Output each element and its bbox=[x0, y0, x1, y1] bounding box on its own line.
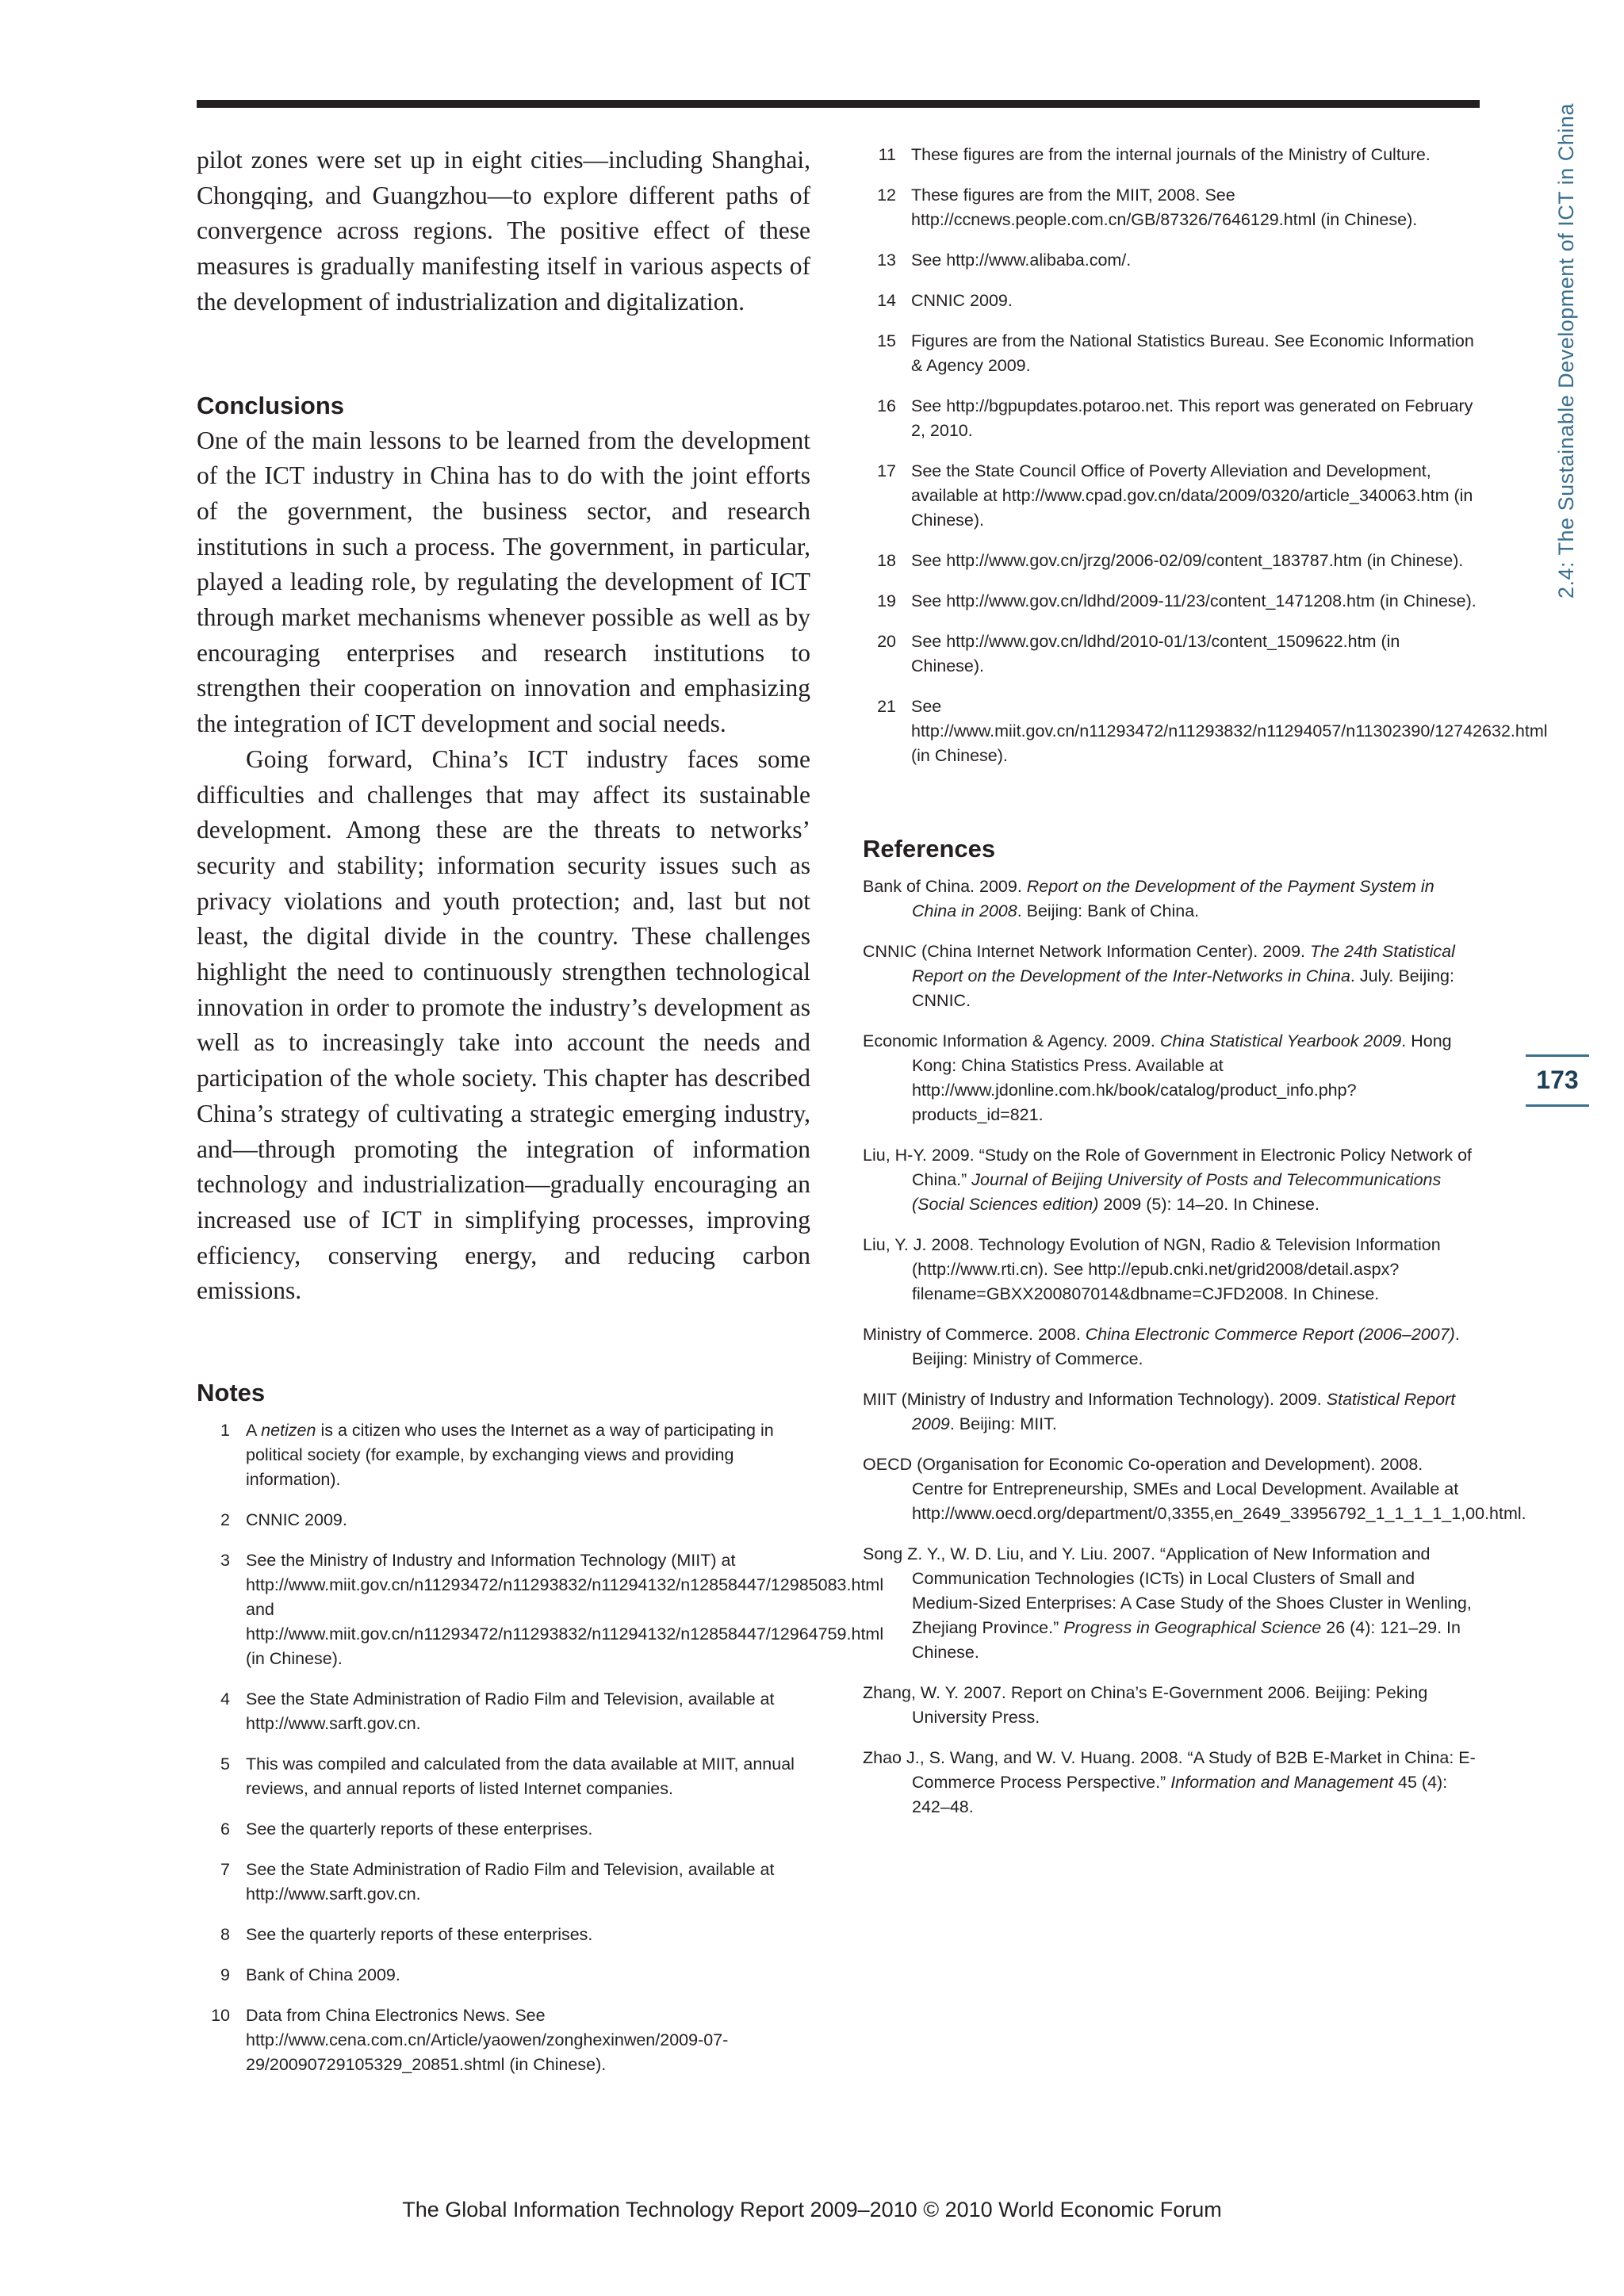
note-item: 17 See the State Council Office of Poverty Alleviation and Development, available at http://www.cpad.gov.cn/data/2009/0320/article_340063.htm (in Chinese). bbox=[877, 461, 1473, 530]
note-emphasis: netizen bbox=[261, 1421, 316, 1441]
note-item: 13 See http://www.alibaba.com/. bbox=[877, 251, 1132, 270]
note-item: 3 See the Ministry of Industry and Information Technology (MIIT) at http://www.miit.gov.cn/n11293472/n11293832/n11294132/n12858447/12985083.html and http://www.miit.gov.cn/n11293472/n11293832/n11294132/n12858447/12964759.html (in Chinese). bbox=[220, 1551, 884, 1669]
page-number-rule-bottom bbox=[1526, 1104, 1589, 1107]
reference-item: Ministry of Commerce. 2008. China Electronic Commerce Report (2006–2007). Beijing: Ministry of Commerce. bbox=[863, 1325, 1460, 1368]
note-item: 14 CNNIC 2009. bbox=[877, 291, 1013, 310]
reference-item: CNNIC (China Internet Network Information Center). 2009. The 24th Statistical Report on the Development of the Inter-Networks in China. July. Beijing: CNNIC. bbox=[863, 942, 1455, 1010]
note-item: 7 See the State Administration of Radio Film and Television, available at http://www.sarft.gov.cn. bbox=[220, 1860, 775, 1904]
reference-item: OECD (Organisation for Economic Co-operation and Development). 2008. Centre for Entrepreneurship, SMEs and Local Development. Available at http://www.oecd.org/department/0,3355,en_2649_33956792_1_1_1_1_1,00.html. bbox=[863, 1455, 1526, 1523]
top-rule bbox=[197, 100, 1480, 108]
note-item: 6 See the quarterly reports of these enterprises. bbox=[220, 1820, 593, 1839]
conclusions-heading: Conclusions bbox=[197, 391, 345, 419]
references-list bbox=[863, 874, 1526, 1820]
conclusions-paragraph-2: Going forward, China’s ICT industry faces some difficulties and challenges that may affect its sustainable development. Among these are the threats to networks’ security and stability; information security issues such as privacy violations and youth protection; and, last but not least, the digital divide in the country. These challenges highlight the need to continuously strengthen technological innovation in order to promote the industry’s development as well as to increasingly take into account the needs and participation of the whole society. This chapter has described China’s strategy of cultivating a strategic emerging industry, and—through promoting the integration of information technology and industrialization—gradually encouraging an increased use of ICT in simplifying processes, improving efficiency, conserving energy, and reducing carbon emissions. bbox=[197, 744, 810, 1305]
reference-item: MIIT (Ministry of Industry and Information Technology). 2009. Statistical Report 2009. Beijing: MIIT. bbox=[863, 1390, 1456, 1433]
note-item: 19 See http://www.gov.cn/ldhd/2009-11/23/content_1471208.htm (in Chinese). bbox=[877, 591, 1477, 610]
note-item: 11 These figures are from the internal journals of the Ministry of Culture. bbox=[878, 145, 1431, 164]
right-column bbox=[863, 143, 1548, 1835]
note-item: 8 See the quarterly reports of these enterprises. bbox=[220, 1925, 593, 1945]
reference-item: Economic Information & Agency. 2009. China Statistical Yearbook 2009. Hong Kong: China Statistics Press. Available at http://www.jdonline.com.hk/book/catalog/product_info.php?products_id=821. bbox=[863, 1031, 1452, 1124]
note-item: 5 This was compiled and calculated from the data available at MIIT, annual reviews, and annual reports of listed Internet companies. bbox=[220, 1755, 795, 1799]
references-heading: References bbox=[863, 835, 996, 863]
note-item: 4 See the State Administration of Radio Film and Television, available at http://www.sarft.gov.cn. bbox=[220, 1689, 775, 1734]
notes-list bbox=[197, 1418, 884, 2077]
running-section-title-text: 2.4: The Sustainable Development of ICT in China bbox=[1554, 103, 1578, 599]
note-item: 9 Bank of China 2009. bbox=[220, 1965, 400, 1985]
reference-item: Liu, Y. J. 2008. Technology Evolution of NGN, Radio & Television Information (http://www.rti.cn). See http://epub.cnki.net/grid2008/detail.aspx?filename=GBXX200807014&dbname=CJFD2008. In Chinese. bbox=[863, 1235, 1441, 1303]
note-item: 2 CNNIC 2009. bbox=[220, 1510, 347, 1530]
note-item: 20 See http://www.gov.cn/ldhd/2010-01/13/content_1509622.htm (in Chinese). bbox=[877, 632, 1400, 675]
left-column bbox=[197, 143, 884, 2093]
intro-paragraph: pilot zones were set up in eight cities—including Shanghai, Chongqing, and Guangzhou—to explore different paths of convergence across regions. The positive effect of these measures is gradually manifesting itself in various aspects of the development of industrialization and digitalization. bbox=[197, 146, 810, 316]
reference-item: Bank of China. 2009. Report on the Development of the Payment System in China in 2008. Beijing: Bank of China. bbox=[863, 877, 1434, 920]
notes-heading: Notes bbox=[197, 1379, 266, 1407]
page-number: 173 bbox=[1536, 1066, 1579, 1094]
page-number-rule-top bbox=[1526, 1054, 1589, 1057]
note-item: 21 See http://www.miit.gov.cn/n11293472/n11293832/n11294057/n11302390/12742632.html (in Chinese). bbox=[877, 697, 1548, 765]
reference-item: Zhang, W. Y. 2007. Report on China’s E-Government 2006. Beijing: Peking University Press. bbox=[863, 1683, 1428, 1727]
reference-item: Liu, H-Y. 2009. “Study on the Role of Government in Electronic Policy Network of China.” Journal of Beijing University of Posts and Telecommunications (Social Sciences edition) 2009 (5): 14–20. In Chinese. bbox=[863, 1146, 1473, 1214]
conclusions-paragraph-1: One of the main lessons to be learned from the development of the ICT industry in China has to do with the joint efforts of the government, the business sector, and research institutions in such a process. The government, in particular, played a leading role, by regulating the development of ICT through market mechanisms whenever possible as well as by encouraging enterprises and research institutions to strengthen their cooperation on innovation and emphasizing the integration of ICT development and social needs. bbox=[197, 426, 810, 738]
note-item: 10 Data from China Electronics News. See http://www.cena.com.cn/Article/yaowen/zonghexinwen/2009-07-29/20090729105329_20851.shtml (in Chinese). bbox=[211, 2006, 729, 2075]
note-item: 12 These figures are from the MIIT, 2008. See http://ccnews.people.com.cn/GB/87326/7646129.html (in Chinese). bbox=[877, 186, 1418, 229]
note-item: 15 Figures are from the National Statistics Bureau. See Economic Information & Agency 2009. bbox=[877, 331, 1474, 375]
note-item: 16 See http://bgpupdates.potaroo.net. This report was generated on February 2, 2010. bbox=[877, 396, 1473, 440]
notes-list-continued bbox=[863, 143, 1548, 768]
page-footer: The Global Information Technology Report 2009–2010 © 2010 World Economic Forum bbox=[402, 2198, 1222, 2221]
note-item: 18 See http://www.gov.cn/jrzg/2006-02/09/content_183787.htm (in Chinese). bbox=[877, 551, 1464, 570]
note-item: 1 A netizen is a citizen who uses the Internet as a way of participating in political society (for example, by exchanging views and providing information). bbox=[220, 1421, 774, 1490]
reference-item: Zhao J., S. Wang, and W. V. Huang. 2008. “A Study of B2B E-Market in China: E-Commerce Process Perspective.” Information and Management 45 (4): 242–48. bbox=[863, 1748, 1476, 1816]
reference-item: Song Z. Y., W. D. Liu, and Y. Liu. 2007. “Application of New Information and Communication Technologies (ICTs) in Local Clusters of Small and Medium-Sized Enterprises: A Case Study of the Shoes Cluster in Wenling, Zhejiang Province.” Progress in Geographical Science 26 (4): 121–29. In Chinese. bbox=[863, 1544, 1472, 1662]
